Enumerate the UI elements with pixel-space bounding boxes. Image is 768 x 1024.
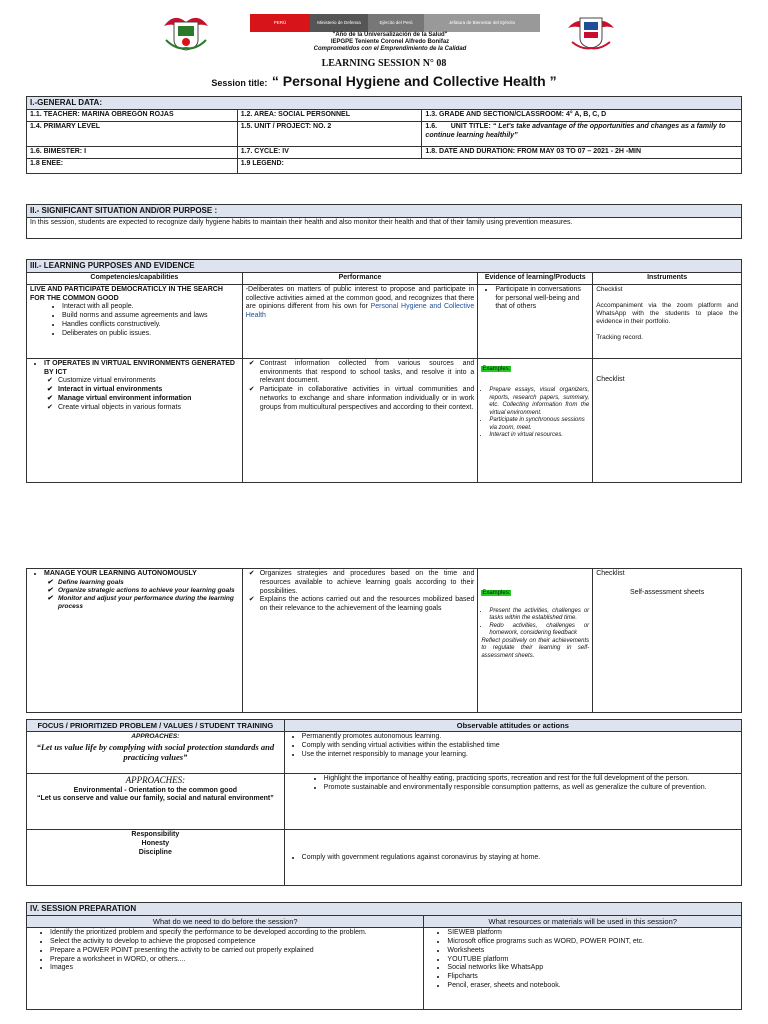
cycle-cell: 1.7. CYCLE: IV [237,146,422,158]
unit-title-cell [422,121,742,146]
attitude-item: • Comply with government regulations against coronavirus by staying at home. [302,854,738,863]
competency-title-2: • IT OPERATES IN VIRTUAL ENVIRONMENTS GENERATED BY ICT [44,360,239,378]
unit-title-number: 1.6. [425,122,438,130]
values-cell [27,830,285,886]
focus-table [26,719,742,886]
resources-col-head: What resources or materials will be used in this session? [424,916,742,928]
capability-item: ✔ Organize strategic actions to achieve your learning goals [58,587,239,595]
general-data-head: I.-GENERAL DATA: [27,97,742,110]
resource-item: • Social networks like WhatsApp [447,964,738,973]
resource-item: • Flipcharts [447,973,738,982]
examples-label: Examples: [482,590,511,596]
school-seal-logo [566,10,616,52]
col-competencies: Competencies/capabilities [27,273,243,285]
teacher-cell: 1.1. TEACHER: MARINA OBREGÓN ROJAS [27,110,238,122]
performance-cell-1 [242,284,478,358]
competency-cell-2 [27,358,243,482]
general-data-table [26,96,742,174]
instrument-checklist: Checklist [596,375,625,383]
evidence-item: • Present the activities, challenges or tasks within the established time. [489,608,589,623]
unit-cell: 1.5. UNIT / PROJECT: NO. 2 [237,121,422,146]
resources-cell [424,928,742,1010]
evidence-item: • Participate in synchronous sessions via zoom, meet. [489,417,589,432]
grade-cell: 1.3. GRADE AND SECTION/CLASSROOM: 4° A, B, C, D [422,110,742,122]
resource-item: • Worksheets [447,947,738,956]
approach-cell-1 [27,732,285,774]
situation-text: In this session, students are expected to recognize daily hygiene habits to maintain their health and also monitor their health and that of their family using prevention measures. [27,218,742,239]
resource-item: • Microsoft office programs such as WORD, POWER POINT, etc. [447,938,738,947]
attitudes-cell-2 [284,774,741,830]
evidence-cell-2 [478,358,593,482]
instrument-checklist: Checklist [596,285,623,293]
performance-item: ✔ Organizes strategies and procedures based on the time and resources available to achieve learning goals according to their possibilities. [260,570,475,596]
attitudes-col-head: Observable attitudes or actions [284,720,741,732]
attitudes-cell-1 [284,732,741,774]
attitude-item: • Comply with sending virtual activities within the established time [302,742,738,751]
unit-title-label: UNIT TITLE: [450,122,491,130]
approach-text-1: “Let us value life by complying with social protection standards and practicing values” [36,741,275,763]
attitudes-cell-3 [284,830,741,886]
header-school-name: IEPGPE Teniente Coronel Alfredo Bonifaz [330,39,450,46]
before-item: • Select the activity to develop to achieve the proposed competence [50,938,420,947]
competency-cell-1 [27,284,243,358]
banner-ministry: Ministerio de Defensa [310,14,368,32]
resource-item: • YOUTUBE platform [447,956,738,965]
instruments-cell-2 [593,358,742,482]
preparation-head: IV. SESSION PREPARATION [27,903,742,916]
evidence-item: • Participate in conversations for personal well-being and that of others [495,286,589,312]
performance-item: ✔ Contrast information collected from various sources and environments that respond to school tasks, and resolve it into a relevant document. [260,360,475,386]
value-item: Honesty [141,840,170,848]
capability-item: ✔ Manage virtual environment information [58,395,239,404]
date-cell: 1.8. DATE AND DURATION: FROM MAY 03 TO 07 – 2021 - 2H -MIN [422,146,742,158]
level-cell: 1.4. PRIMARY LEVEL [27,121,238,146]
evidence-cell-1 [478,284,593,358]
instrument-checklist: Checklist [596,570,625,577]
performance-cell-3 [242,569,478,713]
capability-item: ✔ Customize virtual environments [58,377,239,386]
approach-head-1: APPROACHES: [131,733,180,741]
legend-cell: 1.9 LEGEND: [237,158,741,173]
attitude-item: • Permanently promotes autonomous learning. [302,733,738,742]
bimester-cell: 1.6. BIMESTER: I [27,146,238,158]
army-crest-logo [160,10,212,52]
banner-welfare: Jefatura de Bienestar del Ejército [424,14,540,32]
col-instruments: Instruments [593,273,742,285]
before-item: • Prepare a POWER POINT presenting the activity to be carried out properly explained [50,947,420,956]
session-title-label: Session title: [211,78,268,88]
before-cell [27,928,424,1010]
header-lines [230,32,550,54]
evidence-cell-3 [478,569,593,713]
before-item: • Identify the prioritized problem and specify the performance to be developed according to the problem. [50,929,420,938]
attitude-item: • Use the internet responsibly to manage your learning. [302,751,738,760]
purposes-table-continued [26,568,742,713]
approach-head-2: APPROACHES: [125,775,186,786]
before-item: • Prepare a worksheet in WORD, or others.... [50,956,420,965]
focus-col-head: FOCUS / PRIORITIZED PROBLEM / VALUES / STUDENT TRAINING [27,720,285,732]
before-item: • Images [50,964,420,973]
performance-item: ✔ Participate in collaborative activities in virtual communities and networks to exchange and share information individually or in work groups from multicultural perspectives and according to their context. [260,386,475,412]
instruments-cell-1 [593,284,742,358]
capability-item: ✔ Monitor and adjust your performance during the learning process [58,595,239,611]
unit-title-value: “ Let's take advantage of the opportunities and changes as a family to continue learning healthily” [425,122,726,139]
competency-title-1: LIVE AND PARTICIPATE DEMOCRATICLY IN THE SEARCH FOR THE COMMON GOOD [30,285,223,302]
purposes-head: III.- LEARNING PURPOSES AND EVIDENCE [27,260,742,273]
attitude-item: • Highlight the importance of healthy eating, practicing sports, recreation and rest for the full development of the person. [324,775,738,784]
instrument-self-assessment: Self-assessment sheets [629,588,705,596]
evidence-item: • Interact in virtual resources. [489,432,589,440]
evidence-extra: Reflect positively on their achievements to regulate their learning in self-assessment sheets. [481,637,590,659]
session-number: LEARNING SESSION N° 08 [321,58,447,69]
session-title-row [0,73,768,91]
competency-title-3: • MANAGE YOUR LEARNING AUTONOMOUSLY [44,570,239,579]
capability-item: ✔ Define learning goals [58,579,239,587]
capability-item: ✔ Create virtual objects in various formats [58,404,239,413]
banner-army: Ejército del Perú [368,14,424,32]
approach-sub-2: Environmental - Orientation to the common good [73,786,237,794]
situation-table [26,204,742,239]
performance-cell-2 [242,358,478,482]
situation-head: II.- SIGNIFICANT SITUATION AND/OR PURPOSE : [27,205,742,218]
competency-cell-3 [27,569,243,713]
approach-text-2: “Let us conserve and value our family, social and natural environment” [36,795,274,803]
performance-text-1: -Deliberates on matters of public interest to propose and participate in collective activities aimed at the common good, and recognizes that there are opinions different from his own for [245,285,475,311]
capability-item: • Build norms and assume agreements and laws [62,312,239,321]
evidence-item: • Prepare essays, visual organizers, reports, research papers, summary, etc. Collecting information from the virtual environment. [489,387,589,417]
enee-cell: 1.8 ENEE: [27,158,238,173]
purposes-table [26,259,742,483]
instruments-cell-3 [593,569,742,713]
value-item: Responsibility [131,831,180,839]
approach-cell-2 [27,774,285,830]
evidence-item: • Redo activities, challenges or homework, considering feedback [489,623,589,638]
government-banner [250,14,540,32]
instrument-accompaniment: Accompaniment via the zoom platform and WhatsApp with the students to place the evidence in their portfolio. [596,301,738,326]
examples-label: Examples: [482,365,511,372]
instrument-tracking: Tracking record. [596,334,643,342]
before-col-head: What do we need to do before the session? [27,916,424,928]
preparation-table [26,902,742,1010]
attitude-item: • Promote sustainable and environmentally responsible consumption patterns, as well as generalize the culture of prevention. [324,784,738,793]
resource-item: • Pencil, eraser, sheets and notebook. [447,982,738,991]
header-school-motto: Comprometidos con el Emprendimiento de la Calidad [313,46,467,53]
capability-item: • Interact with all people. [62,303,239,312]
value-item: Discipline [138,848,172,856]
resource-item: • SIEWEB platform [447,929,738,938]
performance-link-1: Personal Hygiene and Collective Health [245,303,475,319]
area-cell: 1.2. AREA: SOCIAL PERSONNEL [237,110,422,122]
capability-item: • Handles conflicts constructively. [62,321,239,330]
performance-item: ✔ Explains the actions carried out and the resources mobilized based on their relevance to the achievement of the learning goals [260,596,475,614]
capability-item: • Deliberates on public issues. [62,330,239,339]
col-performance: Performance [242,273,478,285]
banner-peru: PERÚ [250,14,310,32]
col-evidence: Evidence of learning/Products [478,273,593,285]
capability-item: ✔ Interact in virtual environments [58,386,239,395]
header-year-motto: "Año de la Universalización de la Salud" [332,32,448,38]
session-title: “ Personal Hygiene and Collective Health ” [271,73,557,89]
